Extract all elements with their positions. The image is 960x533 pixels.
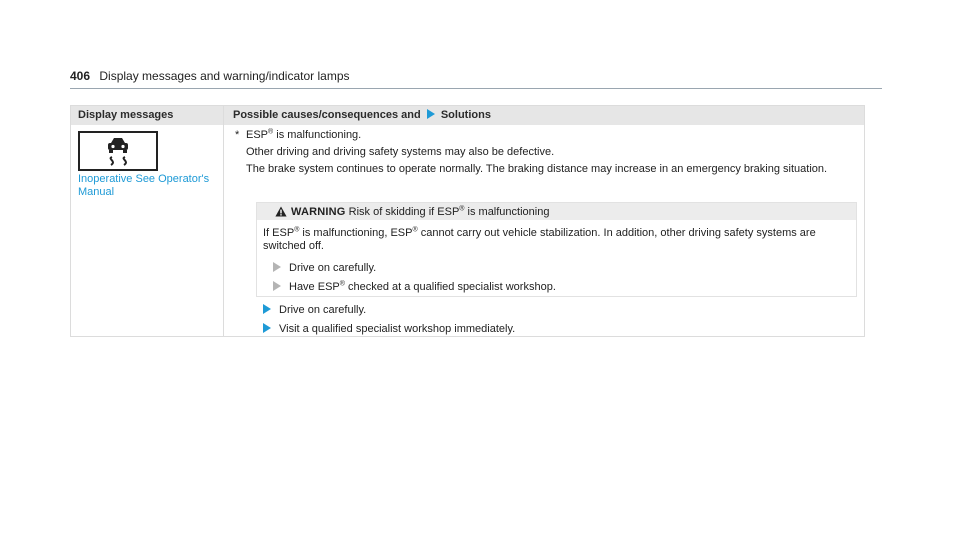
warning-label: WARNING — [291, 206, 346, 218]
display-messages-table — [70, 105, 865, 337]
causes-block — [235, 128, 858, 176]
cause-line-3: The brake system continues to operate normally. The braking distance may increase in an emergency braking situation. — [246, 163, 828, 175]
warning-step-2: Have ESP® checked at a qualified specialist workshop. — [273, 281, 556, 294]
step-arrow-icon — [273, 262, 281, 272]
solutions-arrow-icon — [427, 109, 435, 119]
warning-box — [256, 202, 857, 297]
table-header-row — [71, 106, 864, 125]
esp-skidding-car-icon — [78, 131, 158, 171]
warning-title: WARNING Risk of skidding if ESP® is malfunctioning — [275, 206, 549, 219]
solution-arrow-icon — [263, 304, 271, 314]
page-number: 406 — [70, 69, 91, 83]
cause-line-1: * ESP® is malfunctioning. — [235, 128, 362, 141]
header-rule — [70, 88, 882, 89]
column-header-causes-solutions — [233, 109, 491, 121]
solution-step-2: Visit a qualified specialist workshop immediately. — [263, 323, 515, 336]
column-header-causes-text: Possible causes/consequences and — [233, 109, 421, 121]
column-header-solutions-text: Solutions — [440, 109, 491, 121]
page-header — [70, 69, 350, 83]
section-title: Display messages and warning/indicator lamps — [99, 69, 350, 83]
optional-equipment-star: * — [235, 129, 240, 141]
column-divider — [223, 106, 224, 336]
warning-body: If ESP® is malfunctioning, ESP® cannot carry out vehicle stabilization. In addition, other driving safety systems are switched off. — [263, 226, 816, 252]
solution-arrow-icon — [263, 323, 271, 333]
warning-header — [257, 203, 856, 220]
solution-step-1: Drive on carefully. — [263, 304, 366, 317]
step-arrow-icon — [273, 281, 281, 291]
warning-triangle-icon — [275, 206, 287, 217]
display-message-text: Inoperative See Operator's Manual — [78, 173, 210, 198]
warning-step-1: Drive on carefully. — [273, 262, 376, 275]
cause-line-2: Other driving and driving safety systems may also be defective. — [246, 146, 555, 158]
column-header-display-messages: Display messages — [78, 109, 174, 121]
